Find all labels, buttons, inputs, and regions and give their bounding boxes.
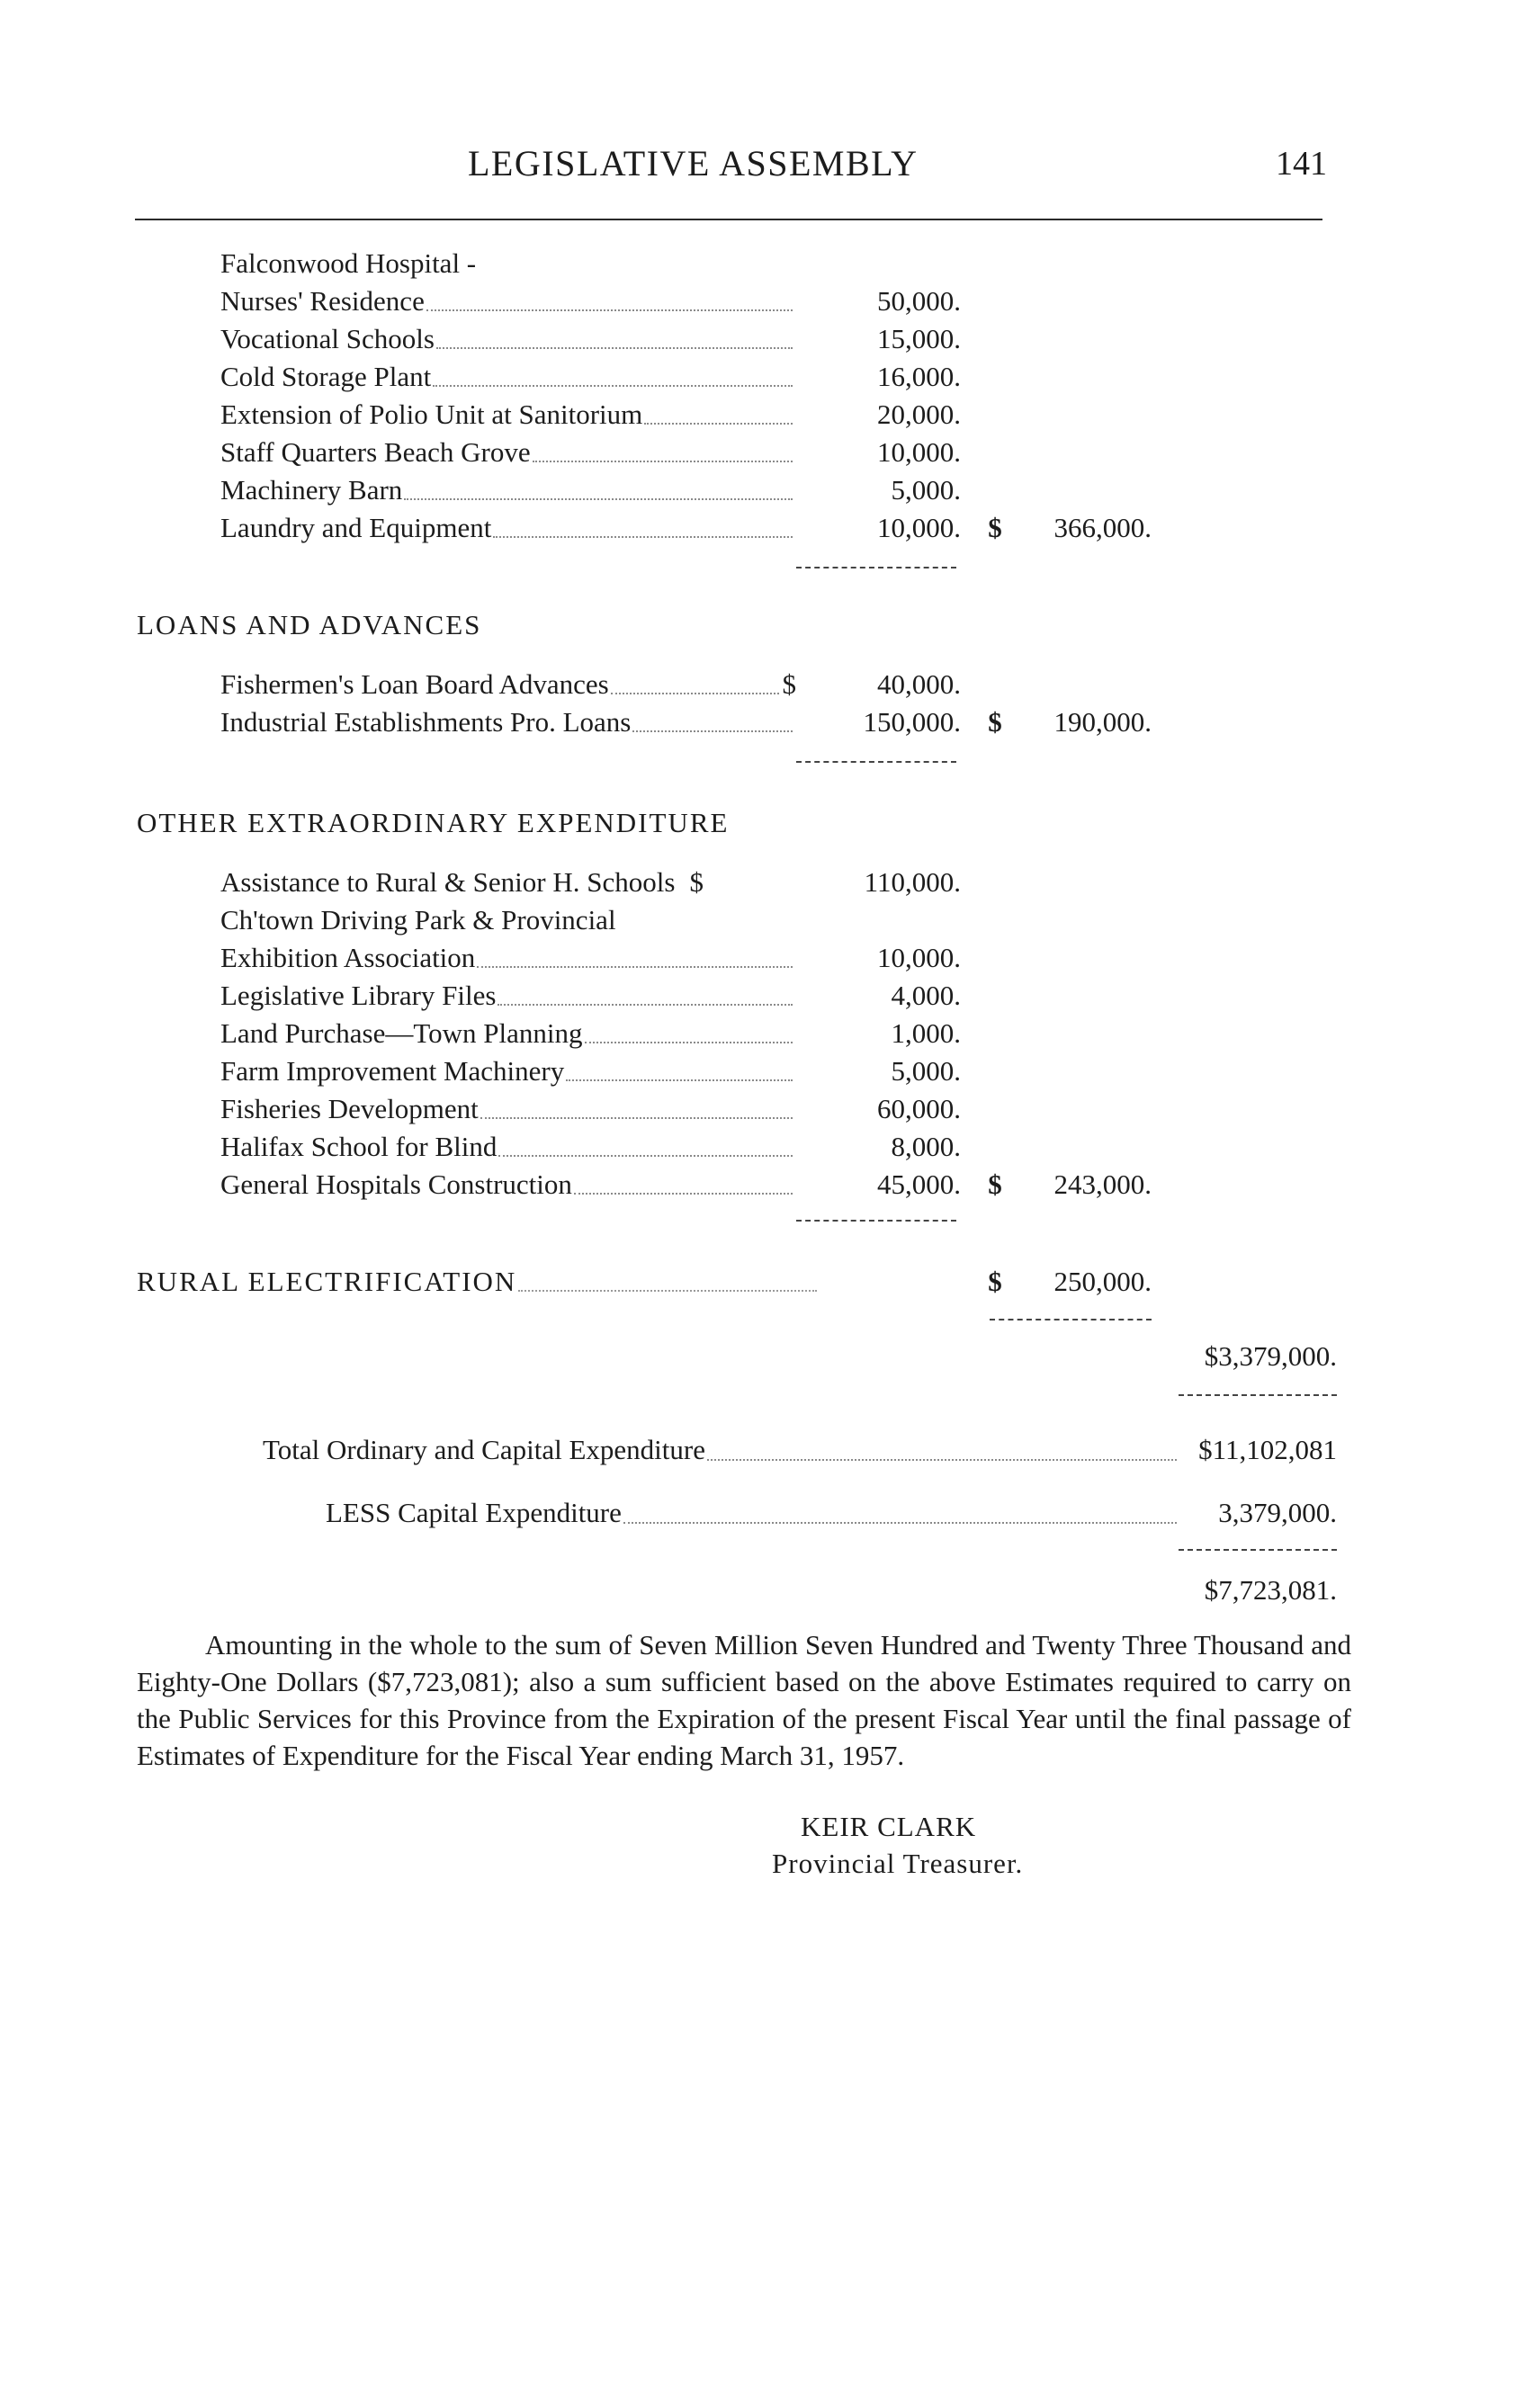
appropriation-paragraph — [137, 1626, 1351, 1774]
item-label: Farm Improvement Machinery — [220, 1055, 565, 1087]
leader-dots — [632, 703, 793, 732]
item-label: Assistance to Rural & Senior H. Schools — [220, 866, 676, 898]
item-label: Halifax School for Blind — [220, 1131, 498, 1162]
item-amount: 10,000. — [877, 942, 961, 973]
currency-symbol: $ — [988, 1266, 1002, 1297]
line-item — [220, 1052, 796, 1090]
item-label: Staff Quarters Beach Grove — [220, 436, 531, 468]
subtotal-dash-rule — [990, 1319, 1152, 1320]
summary-total-value: $11,102,081 — [1198, 1434, 1337, 1465]
item-amount: 4,000. — [891, 980, 961, 1011]
leader-dots — [493, 509, 793, 538]
item-amount: 20,000. — [877, 398, 961, 430]
leader-dots — [433, 358, 793, 387]
section-heading-rural — [137, 1263, 820, 1301]
section-total: 366,000. — [1053, 512, 1152, 543]
line-item — [220, 939, 796, 977]
summary-total-line — [263, 1430, 1180, 1470]
page-header-title: LEGISLATIVE ASSEMBLY — [468, 143, 919, 184]
item-amount: 50,000. — [877, 285, 961, 317]
item-amount: 8,000. — [891, 1131, 961, 1162]
item-amount: 5,000. — [891, 474, 961, 506]
line-item — [220, 666, 796, 703]
item-amount: 150,000. — [863, 706, 961, 738]
item-label: Extension of Polio Unit at Sanitorium — [220, 398, 643, 430]
item-label: Legislative Library Files — [220, 980, 497, 1011]
line-item — [220, 1166, 796, 1204]
currency-symbol: $ — [988, 706, 1002, 738]
item-amount: 45,000. — [877, 1168, 961, 1200]
leader-dots — [533, 434, 793, 462]
line-item — [220, 864, 796, 901]
item-amount: 60,000. — [877, 1093, 961, 1124]
item-label: Laundry and Equipment — [220, 512, 492, 543]
leader-dots — [644, 396, 793, 425]
header-rule — [135, 219, 1322, 220]
leader-dots — [426, 282, 793, 311]
summary-less-value: 3,379,000. — [1218, 1497, 1337, 1528]
signatory-title: Provincial Treasurer. — [772, 1848, 1024, 1879]
leader-dots — [707, 1430, 1177, 1461]
currency-symbol: $ — [988, 1168, 1002, 1200]
section-heading-loans: LOANS AND ADVANCES — [137, 609, 482, 640]
line-item — [220, 977, 796, 1015]
signatory-name: KEIR CLARK — [801, 1811, 977, 1842]
item-label: Exhibition Association — [220, 942, 476, 973]
dollar-sign: $ — [782, 668, 796, 700]
group-label-falconwood: Falconwood Hospital - — [220, 247, 477, 279]
item-label: Fishermen's Loan Board Advances — [220, 668, 609, 700]
section-heading-other: OTHER EXTRAORDINARY EXPENDITURE — [137, 807, 730, 838]
leader-dots — [498, 1128, 793, 1157]
line-item — [220, 282, 796, 320]
item-label: General Hospitals Construction — [220, 1168, 572, 1200]
summary-less-label: LESS Capital Expenditure — [326, 1497, 622, 1528]
line-item — [220, 320, 796, 358]
item-label: Ch'town Driving Park & Provincial — [220, 904, 616, 935]
item-label: Fisheries Development — [220, 1093, 479, 1124]
capital-grand-total: $3,379,000. — [1204, 1340, 1337, 1372]
section-total: 190,000. — [1053, 706, 1152, 738]
subtotal-dash-rule — [796, 567, 956, 568]
line-item — [220, 1015, 796, 1052]
leader-dots — [480, 1090, 793, 1119]
line-item — [220, 1128, 796, 1166]
summary-total-label: Total Ordinary and Capital Expenditure — [263, 1434, 705, 1465]
item-amount: 5,000. — [891, 1055, 961, 1087]
line-item — [220, 358, 796, 396]
item-label: Industrial Establishments Pro. Loans — [220, 706, 632, 738]
leader-dots — [404, 471, 793, 500]
section-total: 250,000. — [1053, 1266, 1152, 1297]
item-amount: 110,000. — [864, 866, 961, 898]
line-item — [220, 1090, 796, 1128]
subtotal-dash-rule — [1179, 1549, 1337, 1551]
summary-net-value: $7,723,081. — [1204, 1574, 1337, 1606]
item-amount: 40,000. — [877, 668, 961, 700]
leader-dots — [477, 939, 793, 968]
leader-dots — [566, 1052, 793, 1081]
item-amount: 1,000. — [891, 1017, 961, 1049]
currency-symbol: $ — [988, 512, 1002, 543]
subtotal-dash-rule — [796, 761, 956, 763]
leader-dots — [436, 320, 793, 349]
subtotal-dash-rule — [796, 1220, 956, 1222]
leader-dots — [623, 1493, 1177, 1524]
line-item — [220, 703, 796, 741]
line-item — [220, 509, 796, 547]
section-total: 243,000. — [1053, 1168, 1152, 1200]
leader-dots — [518, 1263, 817, 1292]
leader-dots — [498, 977, 793, 1006]
subtotal-dash-rule — [1179, 1394, 1337, 1396]
item-amount: 16,000. — [877, 361, 961, 392]
paragraph-text: Amounting in the whole to the sum of Seven Million Seven Hundred and Twenty Three Thousand and Eighty-One Dollars ($7,723,081); also a sum sufficient based on the above Estimates required to carry on the Public Services for this Province from the Expiration of the present Fiscal Year until the final passage of Estimates of Expenditure for the Fiscal Year ending March 31, 1957. — [137, 1629, 1351, 1771]
line-item — [220, 396, 796, 434]
line-item — [220, 471, 796, 509]
summary-less-line — [326, 1493, 1180, 1533]
rural-label: RURAL ELECTRIFICATION — [137, 1266, 517, 1297]
item-amount: 10,000. — [877, 436, 961, 468]
leader-dots — [574, 1166, 793, 1195]
item-label: Machinery Barn — [220, 474, 403, 506]
dollar-sign: $ — [689, 866, 704, 898]
item-amount: 10,000. — [877, 512, 961, 543]
item-label: Nurses' Residence — [220, 285, 425, 317]
item-amount: 15,000. — [877, 323, 961, 354]
item-label: Land Purchase—Town Planning — [220, 1017, 583, 1049]
item-label: Cold Storage Plant — [220, 361, 432, 392]
leader-dots — [585, 1015, 793, 1043]
page-number: 141 — [1276, 145, 1327, 183]
item-label: Vocational Schools — [220, 323, 435, 354]
line-item — [220, 434, 796, 471]
leader-dots — [611, 666, 779, 694]
